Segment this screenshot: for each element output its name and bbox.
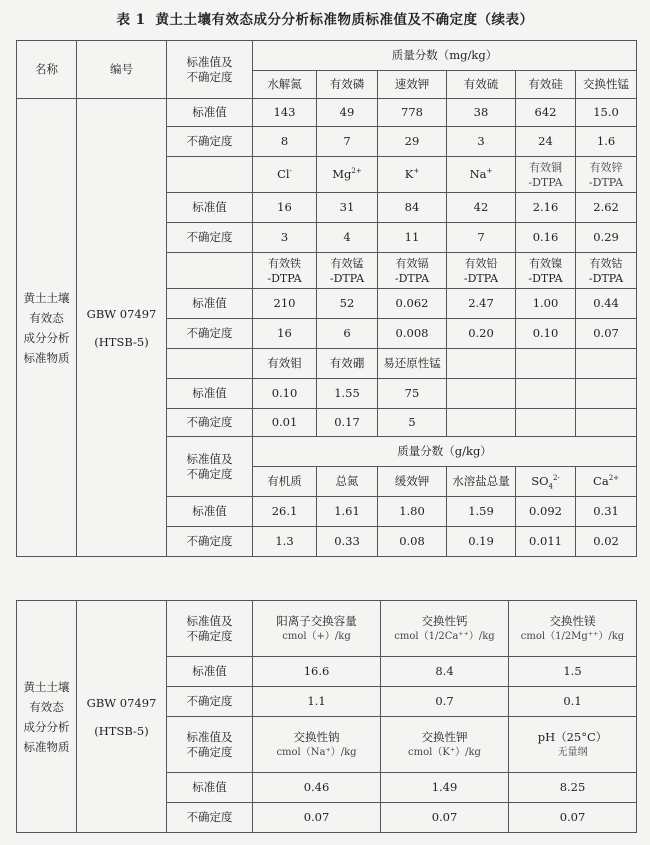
col-header: 有效锰 -DTPA xyxy=(317,253,378,289)
col-header-k: K+ xyxy=(378,157,447,193)
cell-value: 29 xyxy=(378,127,447,157)
cell-value: 210 xyxy=(253,289,317,319)
col-header: 有效铜 -DTPA xyxy=(516,157,576,193)
cell-value: 143 xyxy=(253,99,317,127)
col-header-cl: Cl- xyxy=(253,157,317,193)
cell-value: 1.6 xyxy=(576,127,637,157)
cell-value: 75 xyxy=(378,379,447,409)
col-header: 速效钾 xyxy=(378,71,447,99)
cell-value: 0.7 xyxy=(381,687,509,717)
cell-value: 1.49 xyxy=(381,773,509,803)
cell-value: 778 xyxy=(378,99,447,127)
col-header: 缓效钾 xyxy=(378,467,447,497)
block1-header-row xyxy=(17,601,637,657)
blank-cell xyxy=(167,157,253,193)
cell-value: 0.10 xyxy=(253,379,317,409)
cell-value: 2.62 xyxy=(576,193,637,223)
header-code: 编号 xyxy=(77,41,167,99)
col-header-cec: 阳离子交换容量 cmol（+）/kg xyxy=(253,601,381,657)
cell-value: 0.1 xyxy=(509,687,637,717)
standard-values-table xyxy=(16,40,637,557)
col-header: 有效钼 xyxy=(253,349,317,379)
table-title xyxy=(0,8,650,28)
cell-value: 0.07 xyxy=(381,803,509,833)
cell-value: 0.44 xyxy=(576,289,637,319)
cell-value: 0.33 xyxy=(317,527,378,557)
cell-value: 0.08 xyxy=(378,527,447,557)
cell-value: 7 xyxy=(447,223,516,253)
row-label-unc: 不确定度 xyxy=(167,803,253,833)
row-label-std: 标准值 xyxy=(167,773,253,803)
col-header: 有效镍 -DTPA xyxy=(516,253,576,289)
cell-value: 0.008 xyxy=(378,319,447,349)
material-code: GBW 07497 (HTSB-5) xyxy=(77,601,167,833)
cell-value: 0.02 xyxy=(576,527,637,557)
col-header-exch-k: 交换性钾 cmol（K⁺）/kg xyxy=(381,717,509,773)
row-label-std: 标准值 xyxy=(167,657,253,687)
blank-cell xyxy=(516,409,576,437)
header-std-unc: 标准值及 不确定度 xyxy=(167,41,253,99)
col-header-ph: pH（25°C） 无量纲 xyxy=(509,717,637,773)
cell-value: 0.092 xyxy=(516,497,576,527)
cation-exchange-table xyxy=(16,600,637,833)
material-code: GBW 07497 (HTSB-5) xyxy=(77,99,167,557)
col-header-so4: $SO_4^{2-}$ xyxy=(516,467,576,497)
cell-value: 0.07 xyxy=(509,803,637,833)
cell-value: 1.5 xyxy=(509,657,637,687)
cell-value: 8 xyxy=(253,127,317,157)
blank-cell xyxy=(576,379,637,409)
cell-value: 2.16 xyxy=(516,193,576,223)
cell-value: 49 xyxy=(317,99,378,127)
row-label-std: 标准值 xyxy=(167,193,253,223)
cell-value: 0.07 xyxy=(576,319,637,349)
col-header: 易还原性锰 xyxy=(378,349,447,379)
cell-value: 0.17 xyxy=(317,409,378,437)
col-header: 有效镉 -DTPA xyxy=(378,253,447,289)
cell-value: 1.55 xyxy=(317,379,378,409)
header-name: 名称 xyxy=(17,41,77,99)
cell-value: 0.19 xyxy=(447,527,516,557)
col-header: 总氮 xyxy=(317,467,378,497)
blank-cell xyxy=(167,349,253,379)
blank-cell xyxy=(576,349,637,379)
cell-value: 6 xyxy=(317,319,378,349)
cell-value: 8.25 xyxy=(509,773,637,803)
row-label-unc: 不确定度 xyxy=(167,409,253,437)
cell-value: 15.0 xyxy=(576,99,637,127)
cell-value: 84 xyxy=(378,193,447,223)
row-label-unc: 不确定度 xyxy=(167,223,253,253)
cell-value: 0.31 xyxy=(576,497,637,527)
col-header: 有效铁 -DTPA xyxy=(253,253,317,289)
col-header: 水溶盐总量 xyxy=(447,467,516,497)
cell-value: 1.1 xyxy=(253,687,381,717)
col-header: 水解氮 xyxy=(253,71,317,99)
cell-value: 0.07 xyxy=(253,803,381,833)
material-name: 黄土土壤 有效态 成分分析 标准物质 xyxy=(17,99,77,557)
cell-value: 16 xyxy=(253,319,317,349)
blank-cell xyxy=(447,379,516,409)
cell-value: 1.59 xyxy=(447,497,516,527)
cell-value: 31 xyxy=(317,193,378,223)
row-label-std: 标准值 xyxy=(167,497,253,527)
col-header: 有效锌 -DTPA xyxy=(576,157,637,193)
col-header-exch-ca: 交换性钙 cmol（1/2Ca⁺⁺）/kg xyxy=(381,601,509,657)
cell-value: 5 xyxy=(378,409,447,437)
table-number: 表 1 xyxy=(116,12,146,28)
cell-value: 0.10 xyxy=(516,319,576,349)
header-row xyxy=(17,41,637,71)
header-unit-gkg: 质量分数（g/kg） xyxy=(253,437,637,467)
col-header-exch-mg: 交换性镁 cmol（1/2Mg⁺⁺）/kg xyxy=(509,601,637,657)
col-header: 交换性锰 xyxy=(576,71,637,99)
gkg-std-unc-header: 标准值及 不确定度 xyxy=(167,437,253,497)
cell-value: 11 xyxy=(378,223,447,253)
blank-cell xyxy=(447,349,516,379)
row-label-unc: 不确定度 xyxy=(167,127,253,157)
material-name: 黄土土壤 有效态 成分分析 标准物质 xyxy=(17,601,77,833)
std-unc-header: 标准值及 不确定度 xyxy=(167,601,253,657)
cell-value: 1.61 xyxy=(317,497,378,527)
cell-value: 16 xyxy=(253,193,317,223)
row-label-unc: 不确定度 xyxy=(167,527,253,557)
col-header-na: Na+ xyxy=(447,157,516,193)
cell-value: 7 xyxy=(317,127,378,157)
col-header: 有效钴 -DTPA xyxy=(576,253,637,289)
table-row xyxy=(17,99,637,127)
cell-value: 0.46 xyxy=(253,773,381,803)
cell-value: 1.3 xyxy=(253,527,317,557)
cell-value: 8.4 xyxy=(381,657,509,687)
col-header: 有效硫 xyxy=(447,71,516,99)
col-header-exch-na: 交换性钠 cmol（Na⁺）/kg xyxy=(253,717,381,773)
cell-value: 1.80 xyxy=(378,497,447,527)
cell-value: 3 xyxy=(447,127,516,157)
cell-value: 0.20 xyxy=(447,319,516,349)
blank-cell xyxy=(576,409,637,437)
col-header: 有效硼 xyxy=(317,349,378,379)
cell-value: 0.29 xyxy=(576,223,637,253)
cell-value: 42 xyxy=(447,193,516,223)
row-label-unc: 不确定度 xyxy=(167,687,253,717)
cell-value: 1.00 xyxy=(516,289,576,319)
cell-value: 0.16 xyxy=(516,223,576,253)
cell-value: 3 xyxy=(253,223,317,253)
blank-cell xyxy=(447,409,516,437)
std-unc-header: 标准值及 不确定度 xyxy=(167,717,253,773)
table-caption: 黄土土壤有效态成分分析标准物质标准值及不确定度（续表） xyxy=(155,12,534,28)
cell-value: 2.47 xyxy=(447,289,516,319)
col-header: 有效硅 xyxy=(516,71,576,99)
col-header-ca: $Ca^{2+}$ xyxy=(576,467,637,497)
row-label-std: 标准值 xyxy=(167,289,253,319)
cell-value: 52 xyxy=(317,289,378,319)
cell-value: 4 xyxy=(317,223,378,253)
cell-value: 38 xyxy=(447,99,516,127)
cell-value: 24 xyxy=(516,127,576,157)
row-label-std: 标准值 xyxy=(167,99,253,127)
cell-value: 0.062 xyxy=(378,289,447,319)
row-label-unc: 不确定度 xyxy=(167,319,253,349)
cell-value: 0.011 xyxy=(516,527,576,557)
header-unit-mgkg: 质量分数（mg/kg） xyxy=(253,41,637,71)
col-header: 有机质 xyxy=(253,467,317,497)
cell-value: 642 xyxy=(516,99,576,127)
col-header: 有效磷 xyxy=(317,71,378,99)
blank-cell xyxy=(516,379,576,409)
row-label-std: 标准值 xyxy=(167,379,253,409)
blank-cell xyxy=(516,349,576,379)
col-header: 有效铅 -DTPA xyxy=(447,253,516,289)
blank-cell xyxy=(167,253,253,289)
cell-value: 0.01 xyxy=(253,409,317,437)
cell-value: 26.1 xyxy=(253,497,317,527)
col-header-mg: $Mg^{2+}$ xyxy=(317,157,378,193)
cell-value: 16.6 xyxy=(253,657,381,687)
